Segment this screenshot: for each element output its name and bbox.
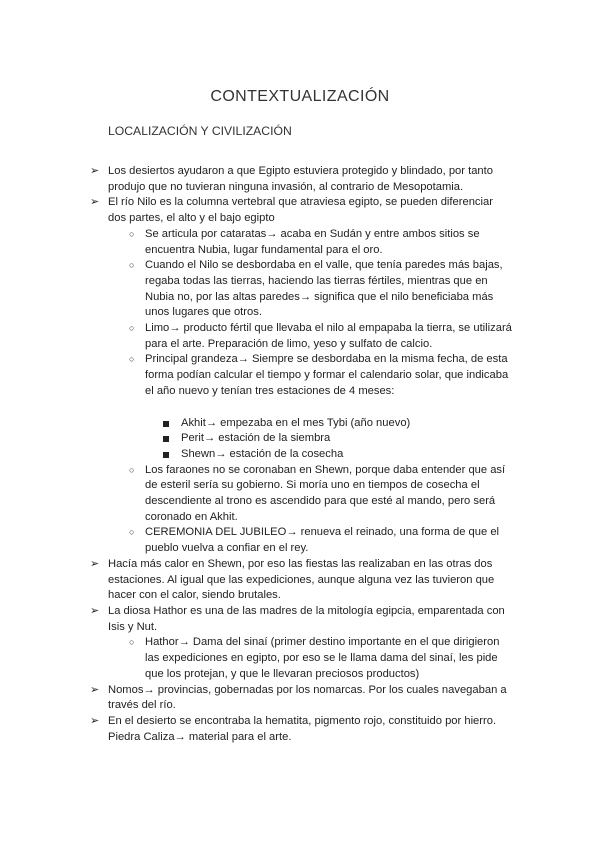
sub-sub-list-item: [0, 431, 511, 447]
list-item-text: Los faraones no se coronaban en Shewn, porque daba entender que así de esteril sería su gobierno. Si moría uno en tiempos de cosecha el descendiente al trono es ascendido para que esté al mando, pero será coronado en Akhit.: [145, 463, 506, 523]
spacer: [0, 400, 600, 416]
list-item-text: Hathor→ Dama del sinaí (primer destino importante en el que dirigieron las expediciones en egipto, por eso se le llama dama del sinaí, les pide que los protejan, y que le llevaran preciosos productos): [145, 636, 500, 680]
list-item-text: Shewn→ estación de la cosecha: [181, 447, 344, 460]
list-item: [0, 604, 512, 635]
list-item-text: La diosa Hathor es una de las madres de la mitología egipcia, emparentada con Isis y Nut.: [108, 604, 505, 633]
list-item-text: Se articula por cataratas→ acaba en Sudán y entre ambos sitios se encuentra Nubia, lugar fundamental para el oro.: [145, 227, 480, 256]
list-item-text: Perit→ estación de la siembra: [181, 432, 331, 445]
list-item-text: Limo→ producto fértil que llevaba el nilo al empapaba la tierra, se utilizará para el arte. Preparación de limo, yeso y sulfato de calcio.: [145, 322, 512, 350]
list-item: [0, 557, 512, 604]
list-item-text: Hacía más calor en Shewn, por eso las fiestas las realizaban en las otras dos estaciones. Al igual que las expediciones, aunque alguna vez las tuvieron que hacer con el calor, siendo brutales.: [108, 557, 495, 602]
list-item-text: Principal grandeza→ Siempre se desbordaba en la misma fecha, de esta forma podían calcular el tiempo y formar el calendario solar, que indicaba el año nuevo y tenían tres estaciones de 4 meses:: [145, 353, 509, 397]
circle-bullet-icon: ○: [129, 354, 135, 365]
list-item-text: Cuando el Nilo se desbordaba en el valle, que tenía paredes más bajas, regaba todas las tierras, haciendo las tierras fértiles, mientras que en Nubia no, por las altas paredes→ significa que el nilo beneficiaba más unos lugares que otros.: [145, 259, 503, 319]
sub-sub-list-item: [0, 447, 511, 463]
arrow-bullet-icon: ➢: [90, 196, 100, 209]
circle-bullet-icon: ○: [129, 323, 135, 334]
arrow-bullet-icon: ➢: [90, 683, 100, 696]
sub-sub-list-item: [0, 416, 511, 432]
list-item: [0, 164, 512, 195]
circle-bullet-icon: ○: [129, 464, 135, 475]
list-item: [0, 195, 512, 226]
sub-list-item: [0, 227, 516, 258]
arrow-bullet-icon: ➢: [90, 714, 100, 727]
square-bullet-icon: [163, 452, 169, 458]
sub-list-item: [0, 352, 516, 399]
sub-list-item: [0, 635, 516, 682]
bullet-list: [0, 164, 600, 745]
circle-bullet-icon: ○: [129, 527, 135, 538]
square-bullet-icon: [163, 436, 169, 442]
list-item: [0, 683, 512, 714]
circle-bullet-icon: ○: [129, 260, 135, 271]
page-title: CONTEXTUALIZACIÓN: [210, 88, 390, 105]
arrow-bullet-icon: ➢: [90, 557, 100, 570]
section-heading: LOCALIZACIÓN Y CIVILIZACIÓN: [108, 124, 292, 138]
arrow-bullet-icon: ➢: [90, 165, 100, 177]
circle-bullet-icon: ○: [129, 228, 135, 239]
circle-bullet-icon: ○: [129, 637, 135, 648]
list-item: [0, 714, 512, 745]
square-bullet-icon: [163, 421, 169, 427]
sub-list-item: [0, 463, 516, 526]
list-item-text: Los desiertos ayudaron a que Egipto estuviera protegido y blindado, por tanto produjo que no tuvieran ninguna invasión, al contrario de Mesopotamia.: [108, 165, 493, 193]
arrow-bullet-icon: ➢: [90, 604, 100, 617]
list-item-text: El río Nilo es la columna vertebral que atraviesa egipto, se pueden diferenciar dos partes, el alto y el bajo egipto: [108, 196, 493, 225]
sub-list-item: [0, 258, 516, 321]
list-item-text: En el desierto se encontraba la hematita, pigmento rojo, constituido por hierro. Piedra Caliza→ material para el arte.: [108, 714, 497, 743]
list-item-text: Akhit→ empezaba en el mes Tybi (año nuevo): [181, 416, 411, 429]
list-item-text: Nomos→ provincias, gobernadas por los nomarcas. Por los cuales navegaban a través del río.: [108, 683, 507, 712]
sub-list-item: [0, 321, 516, 352]
sub-list-item: [0, 525, 516, 556]
list-item-text: CEREMONIA DEL JUBILEO→ renueva el reinado, una forma de que el pueblo vuelva a confiar en el rey.: [145, 526, 500, 555]
